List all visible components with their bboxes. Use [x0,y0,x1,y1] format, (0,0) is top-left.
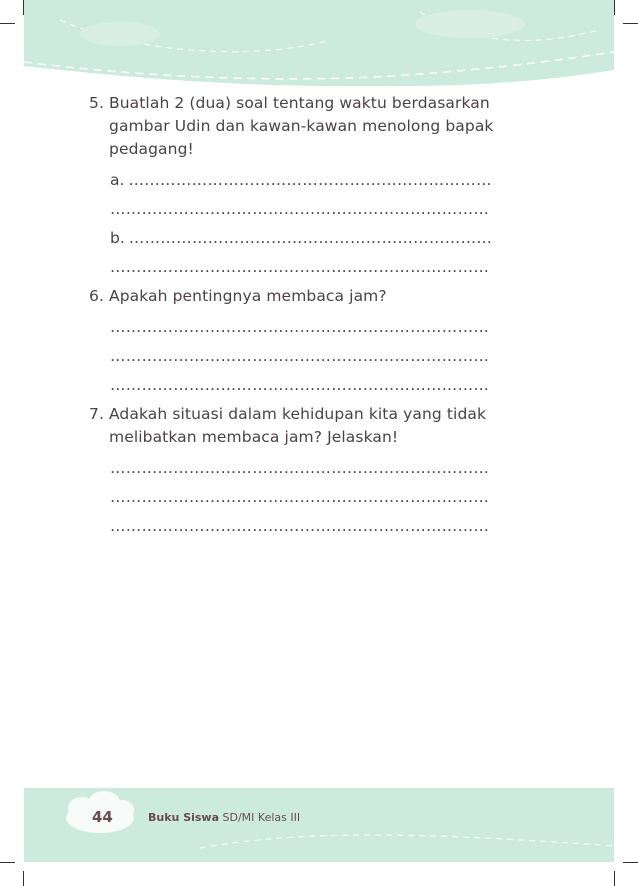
answer-line[interactable] [110,161,505,190]
question-number: 5. [89,94,104,112]
dotted-line: ……………………………………………………………… [110,459,490,477]
answer-area-6[interactable] [89,308,505,395]
dotted-line: ……………………………………………………………… [110,258,490,276]
dotted-line: ……………………………………………………………… [110,200,490,218]
answer-line[interactable] [110,190,505,219]
dotted-line: ……………………………………………………………… [110,488,490,506]
dotted-line: ……………………………………………………………… [110,318,490,336]
question-number: 6. [89,287,104,305]
dotted-line: ……………………………………………………………… [110,517,490,535]
answer-line[interactable] [110,337,505,366]
book-title-rest: SD/MI Kelas III [219,811,301,824]
question-text: Buatlah 2 (dua) soal tentang waktu berdasarkan gambar Udin dan kawan-kawan menolong bapak pedagang! [109,94,494,158]
book-title-bold: Buku Siswa [148,811,220,824]
book-title [148,811,300,824]
question-number: 7. [89,405,104,423]
answer-area-7[interactable] [89,449,505,536]
answer-line[interactable] [110,248,505,277]
answer-line[interactable] [110,507,505,536]
question-7 [89,403,549,449]
answer-line[interactable] [110,308,505,337]
dotted-line: …………………………………………………………… [128,229,493,247]
dotted-line: ……………………………………………………………… [110,347,490,365]
question-5 [89,92,549,161]
answer-label: b. [110,229,125,247]
dotted-line: …………………………………………………………… [128,171,492,189]
question-list [89,92,549,536]
answer-line[interactable] [110,478,505,507]
question-6 [89,285,549,308]
answer-line[interactable] [110,219,505,248]
answer-area-5[interactable] [89,161,505,277]
question-text: Adakah situasi dalam kehidupan kita yang tidak melibatkan membaca jam? Jelaskan! [109,405,487,446]
answer-line[interactable] [110,449,505,478]
page-number: 44 [92,808,113,826]
answer-line[interactable] [110,366,505,395]
dotted-line: ……………………………………………………………… [110,376,490,394]
question-text: Apakah pentingnya membaca jam? [109,287,387,305]
answer-label: a. [110,171,125,189]
